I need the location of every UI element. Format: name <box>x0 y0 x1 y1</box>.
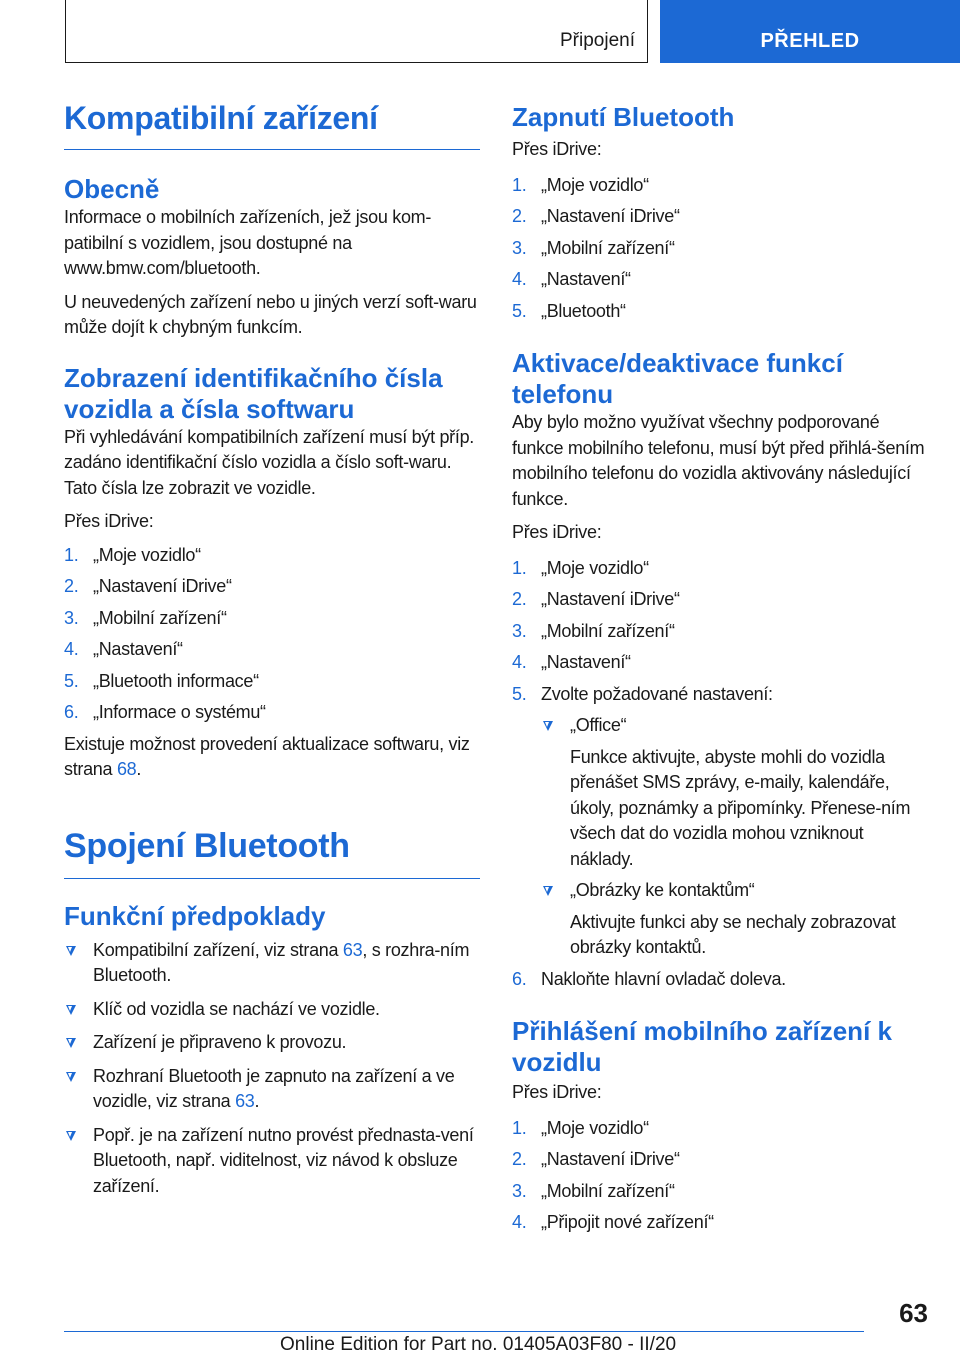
list-item: 4. „Připojit nové zařízení“ <box>512 1212 714 1232</box>
list-item: 5. Zvolte požadované nastavení: „Office“ Funkce aktivujte, abyste mohli do vozidla přenášet SMS zprávy, e-maily, kalendáře, úkoly, poznámky a připomínky. Přenese-ním všech dat do vozidla mohou vzniknout náklady. „Obrázky ke kontaktům“ Aktivujte funkci aby se nechaly zobrazovat obrázky kontaktů. <box>512 682 930 961</box>
prerequisites-list <box>64 938 480 1200</box>
list-item: Popř. je na zařízení nutno provést přednasta-vení Bluetooth, např. viditelnost, viz návod k obsluze zařízení. <box>64 1123 480 1200</box>
heading-prerequisites: Funkční předpoklady <box>64 900 326 931</box>
list-item: 3. „Mobilní zařízení“ <box>512 237 675 258</box>
page-link-68[interactable]: 68 <box>116 759 137 779</box>
steps-phone-functions <box>512 556 930 993</box>
triangle-bullet-icon <box>66 946 76 956</box>
para-update: Existuje možnost provedení aktualizace softwaru, viz strana 68. <box>64 733 470 779</box>
para-office-desc: Funkce aktivujte, abyste mohli do vozidla přenášet SMS zprávy, e-maily, kalendáře, úkoly, poznámky a připomínky. Přenese-ním všech dat do vozidla mohou vzniknout náklady. <box>570 746 911 869</box>
heading-phone-functions: Aktivace/deaktivace funkcí telefonu <box>512 348 843 409</box>
list-item: 3. „Mobilní zařízení“ <box>64 607 227 628</box>
heading-general: Obecně <box>64 174 160 204</box>
left-column <box>64 100 480 1199</box>
header-section-title: Připojení <box>560 30 635 51</box>
list-item: 2. „Nastavení iDrive“ <box>64 576 232 596</box>
page-link-63[interactable]: 63 <box>342 939 363 960</box>
para-via-idrive: Přes iDrive: <box>512 522 602 542</box>
para-vin: Při vyhledávání kompatibilních zařízení musí být příp. zadáno identifikační číslo vozidla a číslo soft-waru. Tato čísla lze zobrazit ve vozidle. <box>64 426 474 498</box>
list-item: Rozhraní Bluetooth je zapnuto na zařízení a ve vozidle, viz strana 63. <box>64 1064 480 1115</box>
triangle-bullet-icon <box>543 886 553 896</box>
list-item: 1. „Moje vozidlo“ <box>512 174 649 195</box>
list-item: 5. „Bluetooth informace“ <box>64 670 259 691</box>
list-item: Klíč od vozidla se nachází ve vozidle. <box>64 997 480 1023</box>
heading-bluetooth-on: Zapnutí Bluetooth <box>512 102 735 132</box>
triangle-bullet-icon <box>66 1005 76 1015</box>
list-item: 2. „Nastavení iDrive“ <box>512 1149 680 1169</box>
list-item: 6. „Informace o systému“ <box>64 702 266 722</box>
list-item: 4. „Nastavení“ <box>512 652 631 672</box>
para-via-idrive: Přes iDrive: <box>64 511 154 531</box>
right-column <box>512 102 930 1236</box>
settings-sublist <box>541 713 930 961</box>
triangle-bullet-icon <box>66 1072 76 1082</box>
para-via-idrive: Přes iDrive: <box>512 1082 602 1102</box>
header-frame <box>65 0 648 63</box>
list-item: „Obrázky ke kontaktům“ Aktivujte funkci aby se nechaly zobrazovat obrázky kontaktů. <box>541 878 930 961</box>
list-item: 1. „Moje vozidlo“ <box>512 1117 649 1138</box>
list-item: 4. „Nastavení“ <box>64 639 183 659</box>
para-phone-functions: Aby bylo možno využívat všechny podporované funkce mobilního telefonu, musí být před přihlá-šením mobilního telefonu do vozidla aktivovány následující funkce. <box>512 412 925 509</box>
list-item: „Office“ Funkce aktivujte, abyste mohli do vozidla přenášet SMS zprávy, e-maily, kalendáře, úkoly, poznámky a připomínky. Přenese-ním všech dat do vozidla mohou vzniknout náklady. <box>541 713 930 872</box>
list-item: 3. „Mobilní zařízení“ <box>512 620 675 641</box>
list-item: 3. „Mobilní zařízení“ <box>512 1180 675 1201</box>
footer-edition: Online Edition for Part no. 01405A03F80 - II/20 <box>280 1334 677 1355</box>
footer-divider <box>64 1331 864 1332</box>
list-item: 6. Nakloňte hlavní ovladač doleva. <box>512 968 786 989</box>
list-item: 4. „Nastavení“ <box>512 269 631 289</box>
para-contact-pics-desc: Aktivujte funkci aby se nechaly zobrazovat obrázky kontaktů. <box>570 911 896 957</box>
triangle-bullet-icon <box>543 721 553 731</box>
list-item: 1. „Moje vozidlo“ <box>512 557 649 578</box>
list-item: 1. „Moje vozidlo“ <box>64 544 201 565</box>
list-item: Zařízení je připraveno k provozu. <box>64 1030 480 1056</box>
heading-vin-software: Zobrazení identifikačního čísla vozidla a čísla softwaru <box>64 362 443 424</box>
para-compat-info: Informace o mobilních zařízeních, jež jsou kom-patibilní s vozidlem, jsou dostupné na www.bmw.com/bluetooth. <box>64 207 432 278</box>
page-number: 63 <box>899 1298 928 1328</box>
heading-register-device: Přihlášení mobilního zařízení k vozidlu <box>512 1016 892 1077</box>
triangle-bullet-icon <box>66 1038 76 1048</box>
para-unlisted: U neuvedených zařízení nebo u jiných verzí soft-waru může dojít k chybným funkcím. <box>64 291 477 337</box>
heading-compatible-devices: Kompatibilní zařízení <box>64 100 480 150</box>
page-link-63[interactable]: 63 <box>235 1091 255 1111</box>
heading-bluetooth-connection: Spojení Bluetooth <box>64 827 480 879</box>
header-tab-overview[interactable]: PŘEHLED <box>660 0 960 63</box>
list-item: 5. „Bluetooth“ <box>512 300 626 321</box>
list-item: 2. „Nastavení iDrive“ <box>512 589 680 609</box>
steps-bluetooth-on <box>512 173 930 325</box>
steps-register-device <box>512 1116 930 1236</box>
list-item: Kompatibilní zařízení, viz strana 63, s rozhra-ním Bluetooth. <box>64 938 480 989</box>
list-item: 2. „Nastavení iDrive“ <box>512 206 680 226</box>
triangle-bullet-icon <box>66 1131 76 1141</box>
steps-vin <box>64 543 480 726</box>
para-via-idrive: Přes iDrive: <box>512 139 602 159</box>
